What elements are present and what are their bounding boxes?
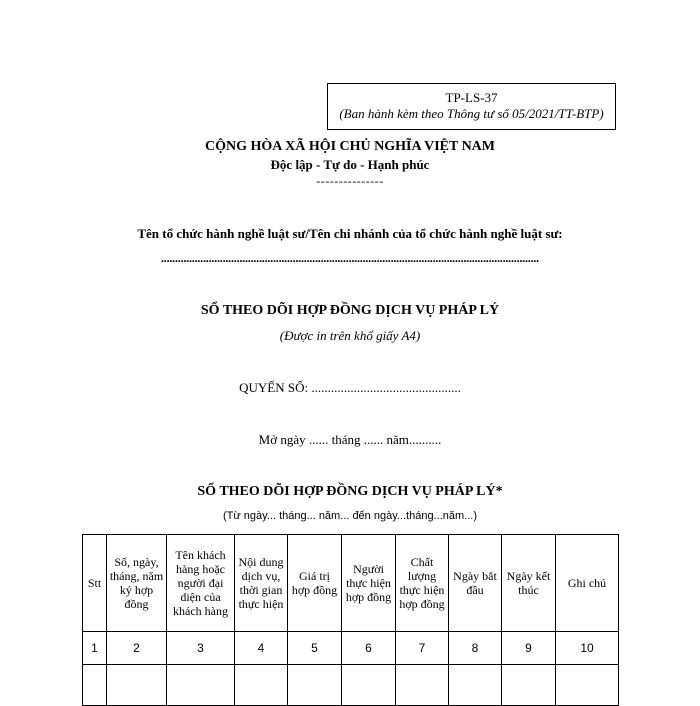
col-header-quality: Chất lượng thực hiện hợp đồng xyxy=(396,535,449,632)
column-number: 9 xyxy=(502,632,556,665)
organization-label: Tên tổ chức hành nghề luật sư/Tên chi nhánh của tổ chức hành nghề luật sư: xyxy=(137,226,563,241)
column-number: 1 xyxy=(83,632,107,665)
column-number: 6 xyxy=(342,632,396,665)
column-number: 7 xyxy=(396,632,449,665)
organization-blank-line: ....................................................................................................................................... xyxy=(160,251,539,265)
form-code: TP-LS-37 xyxy=(445,90,498,105)
empty-cell xyxy=(396,665,449,706)
register-table xyxy=(82,534,619,706)
column-number: 5 xyxy=(288,632,342,665)
cover-title: SỔ THEO DÕI HỢP ĐỒNG DỊCH VỤ PHÁP LÝ xyxy=(200,303,500,318)
column-number: 4 xyxy=(235,632,288,665)
empty-cell xyxy=(167,665,235,706)
empty-cell xyxy=(107,665,167,706)
col-header-end-date: Ngày kết thúc xyxy=(502,535,556,632)
header-separator: --------------- xyxy=(316,174,384,188)
table-row-empty xyxy=(83,665,619,706)
col-header-client-name: Tên khách hàng hoặc người đại diện của khách hàng xyxy=(167,535,235,632)
book-number-line: QUYỂN SỐ: .............................................. xyxy=(239,380,461,395)
empty-cell xyxy=(449,665,502,706)
form-reference: (Ban hành kèm theo Thông tư số 05/2021/TT-BTP) xyxy=(339,106,604,121)
national-motto: Độc lập - Tự do - Hạnh phúc xyxy=(270,157,430,172)
register-period: (Từ ngày... tháng... năm... đến ngày...tháng...năm...) xyxy=(223,510,477,522)
empty-cell xyxy=(288,665,342,706)
paper-size-note: (Được in trên khổ giấy A4) xyxy=(279,328,421,343)
column-number: 3 xyxy=(167,632,235,665)
col-header-contract-number-date: Số, ngày, tháng, năm ký hợp đồng xyxy=(107,535,167,632)
empty-cell xyxy=(556,665,619,706)
column-number: 10 xyxy=(556,632,619,665)
empty-cell xyxy=(235,665,288,706)
table-row xyxy=(83,632,619,665)
col-header-stt: Stt xyxy=(83,535,107,632)
column-number: 8 xyxy=(449,632,502,665)
empty-cell xyxy=(83,665,107,706)
col-header-service-content: Nội dung dịch vụ, thời gian thực hiện xyxy=(235,535,288,632)
opened-date-line: Mở ngày ...... tháng ...... năm.......... xyxy=(258,432,442,447)
col-header-notes: Ghi chú xyxy=(556,535,619,632)
column-number: 2 xyxy=(107,632,167,665)
form-code-box xyxy=(327,83,616,130)
col-header-start-date: Ngày bắt đầu xyxy=(449,535,502,632)
table-header-row xyxy=(83,535,619,632)
register-title: SỔ THEO DÕI HỢP ĐỒNG DỊCH VỤ PHÁP LÝ* xyxy=(197,484,503,499)
col-header-performer: Người thực hiện hợp đồng xyxy=(342,535,396,632)
col-header-contract-value: Giá trị hợp đồng xyxy=(288,535,342,632)
empty-cell xyxy=(342,665,396,706)
empty-cell xyxy=(502,665,556,706)
national-title: CỘNG HÒA XÃ HỘI CHỦ NGHĨA VIỆT NAM xyxy=(204,139,495,154)
